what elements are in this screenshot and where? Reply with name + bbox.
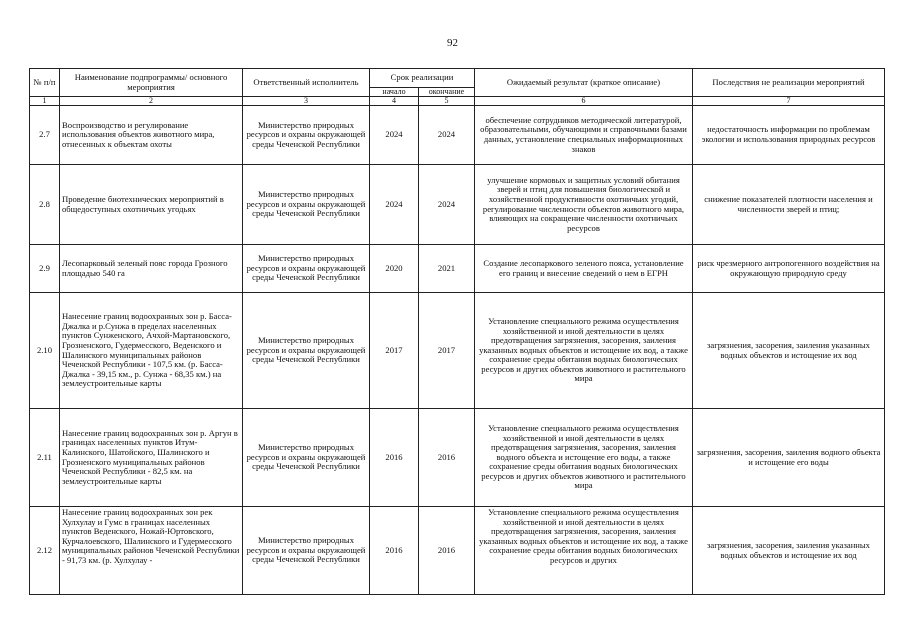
row-consequences: риск чрезмерного антропогенного воздействия на окружающую природную среду (693, 245, 885, 293)
page-number: 92 (447, 37, 458, 49)
row-end: 2016 (419, 409, 475, 507)
row-num: 2.11 (30, 409, 60, 507)
row-result: Установление специального режима осуществления хозяйственной и иной деятельности в целях предотвращения загрязнения, засорения, заиления водного объекта и истощение его воды, а также сохранение среды обитания водных биологических ресурсов и других объектов животного и растительного мира (475, 409, 693, 507)
row-name: Воспроизводство и регулирование использования объектов животного мира, отнесенных к объектам охоты (60, 106, 243, 165)
row-executor: Министерство природных ресурсов и охраны окружающей среды Чеченской Республики (243, 106, 370, 165)
col-index: 6 (475, 97, 693, 106)
header-executor: Ответственный исполнитель (243, 69, 370, 97)
col-index: 5 (419, 97, 475, 106)
row-consequences: загрязнения, засорения, заиления указанных водных объектов и истощение их вод (693, 507, 885, 595)
row-end: 2024 (419, 165, 475, 245)
col-index: 4 (370, 97, 419, 106)
header-start: начало (370, 88, 419, 97)
row-num: 2.7 (30, 106, 60, 165)
row-start: 2017 (370, 293, 419, 409)
col-index: 7 (693, 97, 885, 106)
row-executor: Министерство природных ресурсов и охраны окружающей среды Чеченской Республики (243, 293, 370, 409)
row-num: 2.12 (30, 507, 60, 595)
row-name: Нанесение границ водоохранных зон р. Аргун в границах населенных пунктов Итум-Калинского, Шатойского, Шалинского и Грозненского муниципальных районов Чеченской Республики - 82,5 км. на землеустроительные карты (60, 409, 243, 507)
row-consequences: недостаточность информации по проблемам экологии и использования природных ресурсов (693, 106, 885, 165)
col-index: 1 (30, 97, 60, 106)
row-start: 2020 (370, 245, 419, 293)
row-name: Проведение биотехнических мероприятий в общедоступных охотничьих угодьях (60, 165, 243, 245)
row-end: 2017 (419, 293, 475, 409)
table-row (30, 165, 885, 245)
col-index: 2 (60, 97, 243, 106)
row-end: 2021 (419, 245, 475, 293)
row-result: Создание лесопаркового зеленого пояса, установление его границ и внесение сведений о нем в ЕГРН (475, 245, 693, 293)
table-row (30, 293, 885, 409)
row-executor: Министерство природных ресурсов и охраны окружающей среды Чеченской Республики (243, 507, 370, 595)
row-result: Установление специального режима осуществления хозяйственной и иной деятельности в целях предотвращения загрязнения, засорения, заиления указанных водных объектов и истощение их вод, а также сохранение среды обитания водных биологических ресурсов и других (475, 507, 693, 595)
row-result: улучшение кормовых и защитных условий обитания зверей и птиц для повышения биологической и хозяйственной продуктивности охотничьих угодий, регулирование численности объектов животного мира, влияющих на сокращение численности охотничьих ресурсов (475, 165, 693, 245)
row-num: 2.8 (30, 165, 60, 245)
row-executor: Министерство природных ресурсов и охраны окружающей среды Чеченской Республики (243, 409, 370, 507)
row-name: Нанесение границ водоохранных зон рек Хулхулау и Гумс в границах населенных пунктов Веденского, Ножай-Юртовского, Курчалоевского, Шалинского и Гудермесского муниципальных районов Чеченской Республики - 91,73 км. (р. Хулхулау - (60, 507, 243, 595)
row-num: 2.9 (30, 245, 60, 293)
header-result: Ожидаемый результат (краткое описание) (475, 69, 693, 97)
row-num: 2.10 (30, 293, 60, 409)
row-start: 2024 (370, 106, 419, 165)
row-consequences: загрязнения, засорения, заиления водного объекта и истощение его воды (693, 409, 885, 507)
table-row (30, 507, 885, 595)
table-row (30, 245, 885, 293)
header-num: № п/п (30, 69, 60, 97)
table-row (30, 106, 885, 165)
measures-table (29, 68, 885, 595)
header-period: Срок реализации (370, 69, 475, 88)
row-consequences: загрязнения, засорения, заиления указанных водных объектов и истощение их вод (693, 293, 885, 409)
row-end: 2016 (419, 507, 475, 595)
col-index: 3 (243, 97, 370, 106)
row-start: 2024 (370, 165, 419, 245)
row-end: 2024 (419, 106, 475, 165)
row-executor: Министерство природных ресурсов и охраны окружающей среды Чеченской Республики (243, 165, 370, 245)
header-name: Наименование подпрограммы/ основного мероприятия (60, 69, 243, 97)
row-name: Нанесение границ водоохранных зон р. Басса-Джалка и р.Сунжа в пределах населенных пунктов Сунженского, Ачхой-Мартановского, Грозненского, Гудермесского, Веденского и Шалинского муниципальных районов Чеченской Республики - 107,5 км. (р. Басса-Джалка - 39,15 км., р. Сунжа - 68,35 км.) на землеустроительные карты (60, 293, 243, 409)
row-name: Лесопарковый зеленый пояс города Грозного площадью 540 га (60, 245, 243, 293)
header-consequences: Последствия не реализации мероприятий (693, 69, 885, 97)
row-result: Установление специального режима осуществления хозяйственной и иной деятельности в целях предотвращения загрязнения, засорения, заиления указанных водных объектов и истощение их вод, а также сохранение среды обитания водных биологических ресурсов и других объектов животного и растительного мира (475, 293, 693, 409)
table-row (30, 409, 885, 507)
header-end: окончание (419, 88, 475, 97)
row-start: 2016 (370, 507, 419, 595)
row-start: 2016 (370, 409, 419, 507)
row-executor: Министерство природных ресурсов и охраны окружающей среды Чеченской Республики (243, 245, 370, 293)
row-result: обеспечение сотрудников методической литературой, образовательными, обучающими и справочными базами данных, установление специальных информационных знаков (475, 106, 693, 165)
row-consequences: снижение показателей плотности населения и численности зверей и птиц; (693, 165, 885, 245)
